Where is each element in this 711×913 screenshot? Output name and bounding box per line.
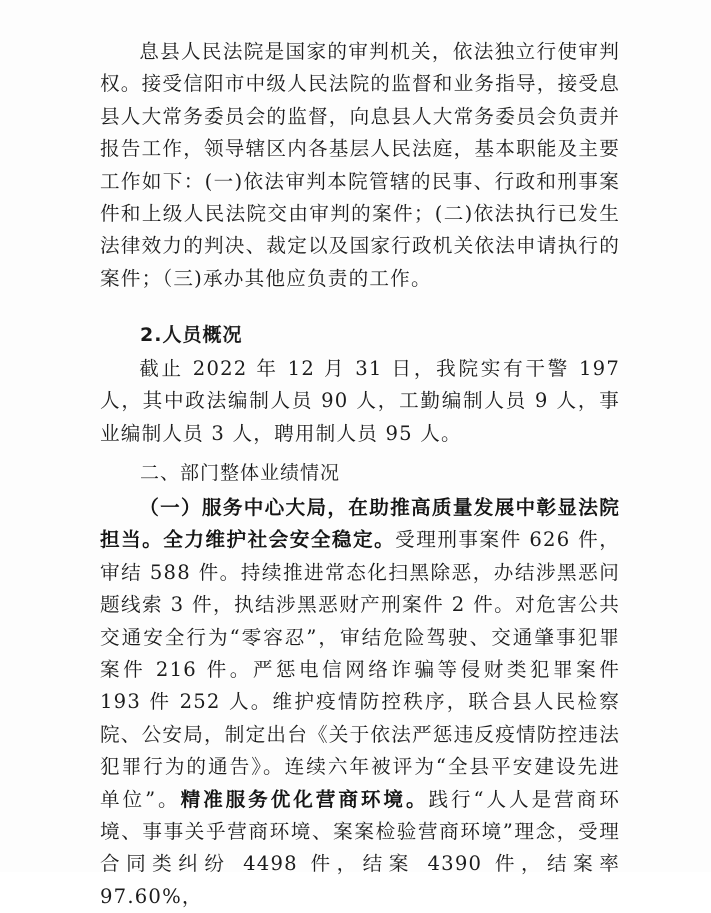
paragraph-service-center bbox=[100, 492, 620, 913]
paragraph-contract-disputes: 践行“人人是营商环境、事事关乎营商环境、案案检验营商环境”理念，受理合同类纠纷 4498 件，结案 4390 件，结案率 97.60%， bbox=[100, 787, 620, 908]
lead-serve-overall-situation: （一）服务中心大局，在助推高质量发展中彰显法院担当。全力维护社会安全稳定。 bbox=[100, 496, 620, 552]
heading-personnel-overview: 2.人员概况 bbox=[140, 324, 243, 346]
paragraph-court-functions: 息县人民法院是国家的审判机关，依法独立行使审判权。接受信阳市中级人民法院的监督和业务指导，接受息县人大常务委员会的监督，向息县人大常务委员会负责并报告工作，领导辖区内各基层人民法庭，基本职能及主要工作如下：(一)依法审判本院管辖的民事、行政和刑事案件和上级人民法院交由审判的案件；(二)依法执行已发生法律效力的判决、裁定以及国家行政机关依法申请执行的案件；（三)承办其他应负责的工作。 bbox=[100, 40, 620, 290]
heading-department-performance: 二、部门整体业绩情况 bbox=[140, 462, 341, 484]
lead-business-environment: 精准服务优化营商环境。 bbox=[180, 787, 429, 811]
paragraph-personnel: 截止 2022 年 12 月 31 日，我院实有干警 197 人，其中政法编制人员 90 人，工勤编制人员 9 人，事业编制人员 3 人，聘用制人员 95 人。 bbox=[100, 357, 620, 445]
paragraph-criminal-cases: 受理刑事案件 626 件，审结 588 件。持续推进常态化扫黑除恶，办结涉黑恶问题线索 3 件，执结涉黑恶财产刑案件 2 件。对危害公共交通安全行为“零容忍”，审结危险驾驶、交通肇事犯罪案件 216 件。严惩电信网络诈骗等侵财类犯罪案件 193 件 252 人。维护疫情防控秩序，联合县人民检察院、公安局，制定出台《关于依法严惩违反疫情防控违法犯罪行为的通告》。连续六年被评为“全县平安建设先进单位”。 bbox=[100, 528, 620, 811]
